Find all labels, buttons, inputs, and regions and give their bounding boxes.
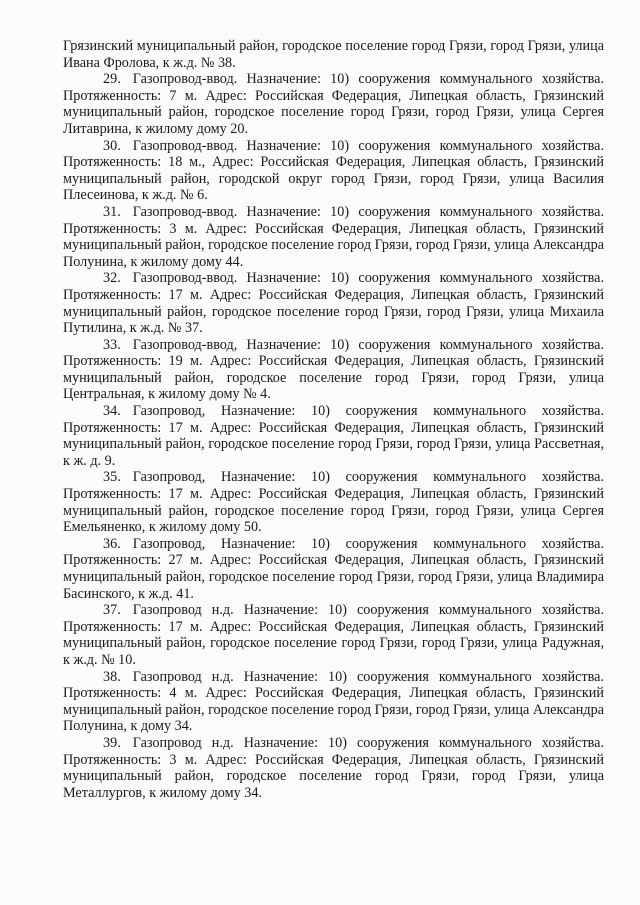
item-number: 38. (103, 668, 121, 685)
item-number: 34. (103, 403, 121, 420)
item-text: Газопровод н.д. Назначение: 10) сооружения коммунального хозяйства. Протяженность: 4 м. Адрес: Российская Федерация, Липецкая область, Грязинский муниципальный район, городское поселение город Грязи, город Грязи, улица Александра Полунина, к дому 34. (63, 668, 604, 735)
item-number: 37. (103, 602, 121, 619)
list-item (63, 204, 604, 270)
item-text: Газопровод, Назначение: 10) сооружения коммунального хозяйства. Протяженность: 17 м. Адрес: Российская Федерация, Липецкая область, Грязинский муниципальный район, городское поселение город Грязи, город Грязи, улица Сергея Емельяненко, к жилому дому 50. (63, 469, 604, 536)
item-number: 32. (103, 270, 121, 287)
list-item (63, 536, 604, 602)
item-text: Газопровод, Назначение: 10) сооружения коммунального хозяйства. Протяженность: 17 м. Адрес: Российская Федерация, Липецкая область, Грязинский муниципальный район, городское поселение город Грязи, город Грязи, улица Рассветная, к ж. д. 9. (63, 403, 604, 469)
list-item (63, 403, 604, 469)
item-number: 31. (103, 203, 121, 220)
list-item (63, 138, 604, 204)
item-text: Газопровод-ввод. Назначение: 10) сооружения коммунального хозяйства. Протяженность: 7 м. Адрес: Российская Федерация, Липецкая область, Грязинский муниципальный район, городское поселение город Грязи, город Грязи, улица Сергея Литаврина, к жилому дому 20. (63, 71, 604, 137)
item-text: Газопровод-ввод, Назначение: 10) сооружения коммунального хозяйства. Протяженность: 19 м. Адрес: Российская Федерация, Липецкая область, Грязинский муниципальный район, городское поселение город Грязи, город Грязи, улица Центральная, к жилому дому № 4. (63, 336, 604, 403)
list-item (63, 337, 604, 403)
item-text: Газопровод, Назначение: 10) сооружения коммунального хозяйства. Протяженность: 27 м. Адрес: Российская Федерация, Липецкая область, Грязинский муниципальный район, городское поселение город Грязи, город Грязи, улица Владимира Басинского, к ж.д. 41. (63, 535, 604, 602)
continuation-paragraph: Грязинский муниципальный район, городское поселение город Грязи, город Грязи, улица Ивана Фролова, к ж.д. № 38. (63, 38, 604, 71)
item-number: 30. (103, 137, 121, 154)
item-number: 36. (103, 535, 121, 552)
item-number: 35. (103, 469, 121, 486)
item-text: Газопровод-ввод. Назначение: 10) сооружения коммунального хозяйства. Протяженность: 18 м., Адрес: Российская Федерация, Липецкая область, Грязинский муниципальный район, городской округ город Грязи, город Грязи, улица Василия Плесеинова, к ж.д. № 6. (63, 137, 604, 204)
list-item (63, 602, 604, 668)
list-item (63, 735, 604, 801)
item-text: Газопровод н.д. Назначение: 10) сооружения коммунального хозяйства. Протяженность: 17 м. Адрес: Российская Федерация, Липецкая область, Грязинский муниципальный район, городское поселение город Грязи, город Грязи, улица Радужная, к ж.д. № 10. (63, 602, 604, 668)
item-number: 29. (103, 71, 121, 88)
item-number: 33. (103, 336, 121, 353)
list-item (63, 71, 604, 137)
item-number: 39. (103, 734, 121, 751)
list-item (63, 270, 604, 336)
list-item (63, 469, 604, 535)
item-text: Газопровод н.д. Назначение: 10) сооружения коммунального хозяйства. Протяженность: 3 м. Адрес: Российская Федерация, Липецкая область, Грязинский муниципальный район, городское поселение город Грязи, город Грязи, улица Металлургов, к жилому дому 34. (63, 734, 604, 801)
list-item (63, 669, 604, 735)
item-text: Газопровод-ввод. Назначение: 10) сооружения коммунального хозяйства. Протяженность: 3 м. Адрес: Российская Федерация, Липецкая область, Грязинский муниципальный район, городское поселение город Грязи, город Грязи, улица Александра Полунина, к жилому дому 44. (63, 203, 604, 270)
item-text: Газопровод-ввод. Назначение: 10) сооружения коммунального хозяйства. Протяженность: 17 м. Адрес: Российская Федерация, Липецкая область, Грязинский муниципальный район, городское поселение город Грязи, город Грязи, улица Михаила Путилина, к ж.д. № 37. (63, 270, 604, 337)
